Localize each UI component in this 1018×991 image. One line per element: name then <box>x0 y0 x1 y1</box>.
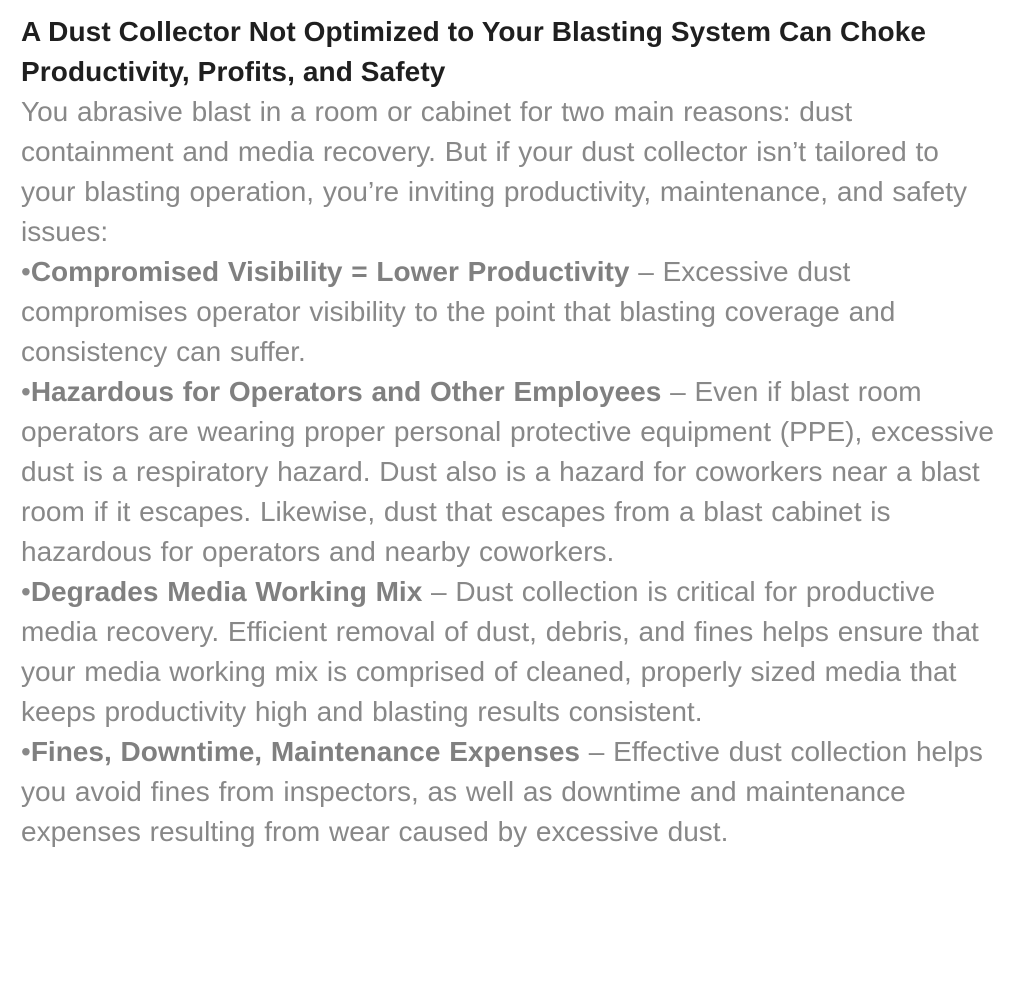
document <box>21 12 996 852</box>
bullet-text: – Effective dust collection helps you avoid fines from inspectors, as well as downtime and maintenance expenses resulting from wear caused by excessive dust. <box>21 736 983 847</box>
bullet-heading: Degrades Media Working Mix <box>30 576 423 607</box>
bullet-item <box>21 732 996 852</box>
bullet-heading: Hazardous for Operators and Other Employees <box>30 376 662 407</box>
bullet-text: – Dust collection is critical for productive media recovery. Efficient removal of dust, debris, and fines helps ensure that your media working mix is comprised of cleaned, properly sized media that keeps productivity high and blasting results consistent. <box>21 576 979 727</box>
page-title: A Dust Collector Not Optimized to Your Blasting System Can Choke Productivity, Profits, and Safety <box>21 16 927 87</box>
intro-paragraph: You abrasive blast in a room or cabinet for two main reasons: dust containment and media recovery. But if your dust collector isn’t tailored to your blasting operation, you’re inviting productivity, maintenance, and safety issues: <box>21 96 968 247</box>
bullet-heading: Compromised Visibility = Lower Productivity <box>30 256 630 287</box>
bullet-marker: • <box>21 736 31 767</box>
bullet-item <box>21 372 996 572</box>
bullet-heading: Fines, Downtime, Maintenance Expenses <box>30 736 580 767</box>
bullet-text: – Excessive dust compromises operator visibility to the point that blasting coverage and consistency can suffer. <box>21 256 896 367</box>
bullet-item <box>21 572 996 732</box>
bullet-marker: • <box>21 376 31 407</box>
bullet-marker: • <box>21 576 31 607</box>
bullet-marker: • <box>21 256 31 287</box>
bullet-item <box>21 252 996 372</box>
bullet-text: – Even if blast room operators are wearing proper personal protective equipment (PPE), excessive dust is a respiratory hazard. Dust also is a hazard for coworkers near a blast room if it escapes. Likewise, dust that escapes from a blast cabinet is hazardous for operators and nearby coworkers. <box>21 376 994 567</box>
